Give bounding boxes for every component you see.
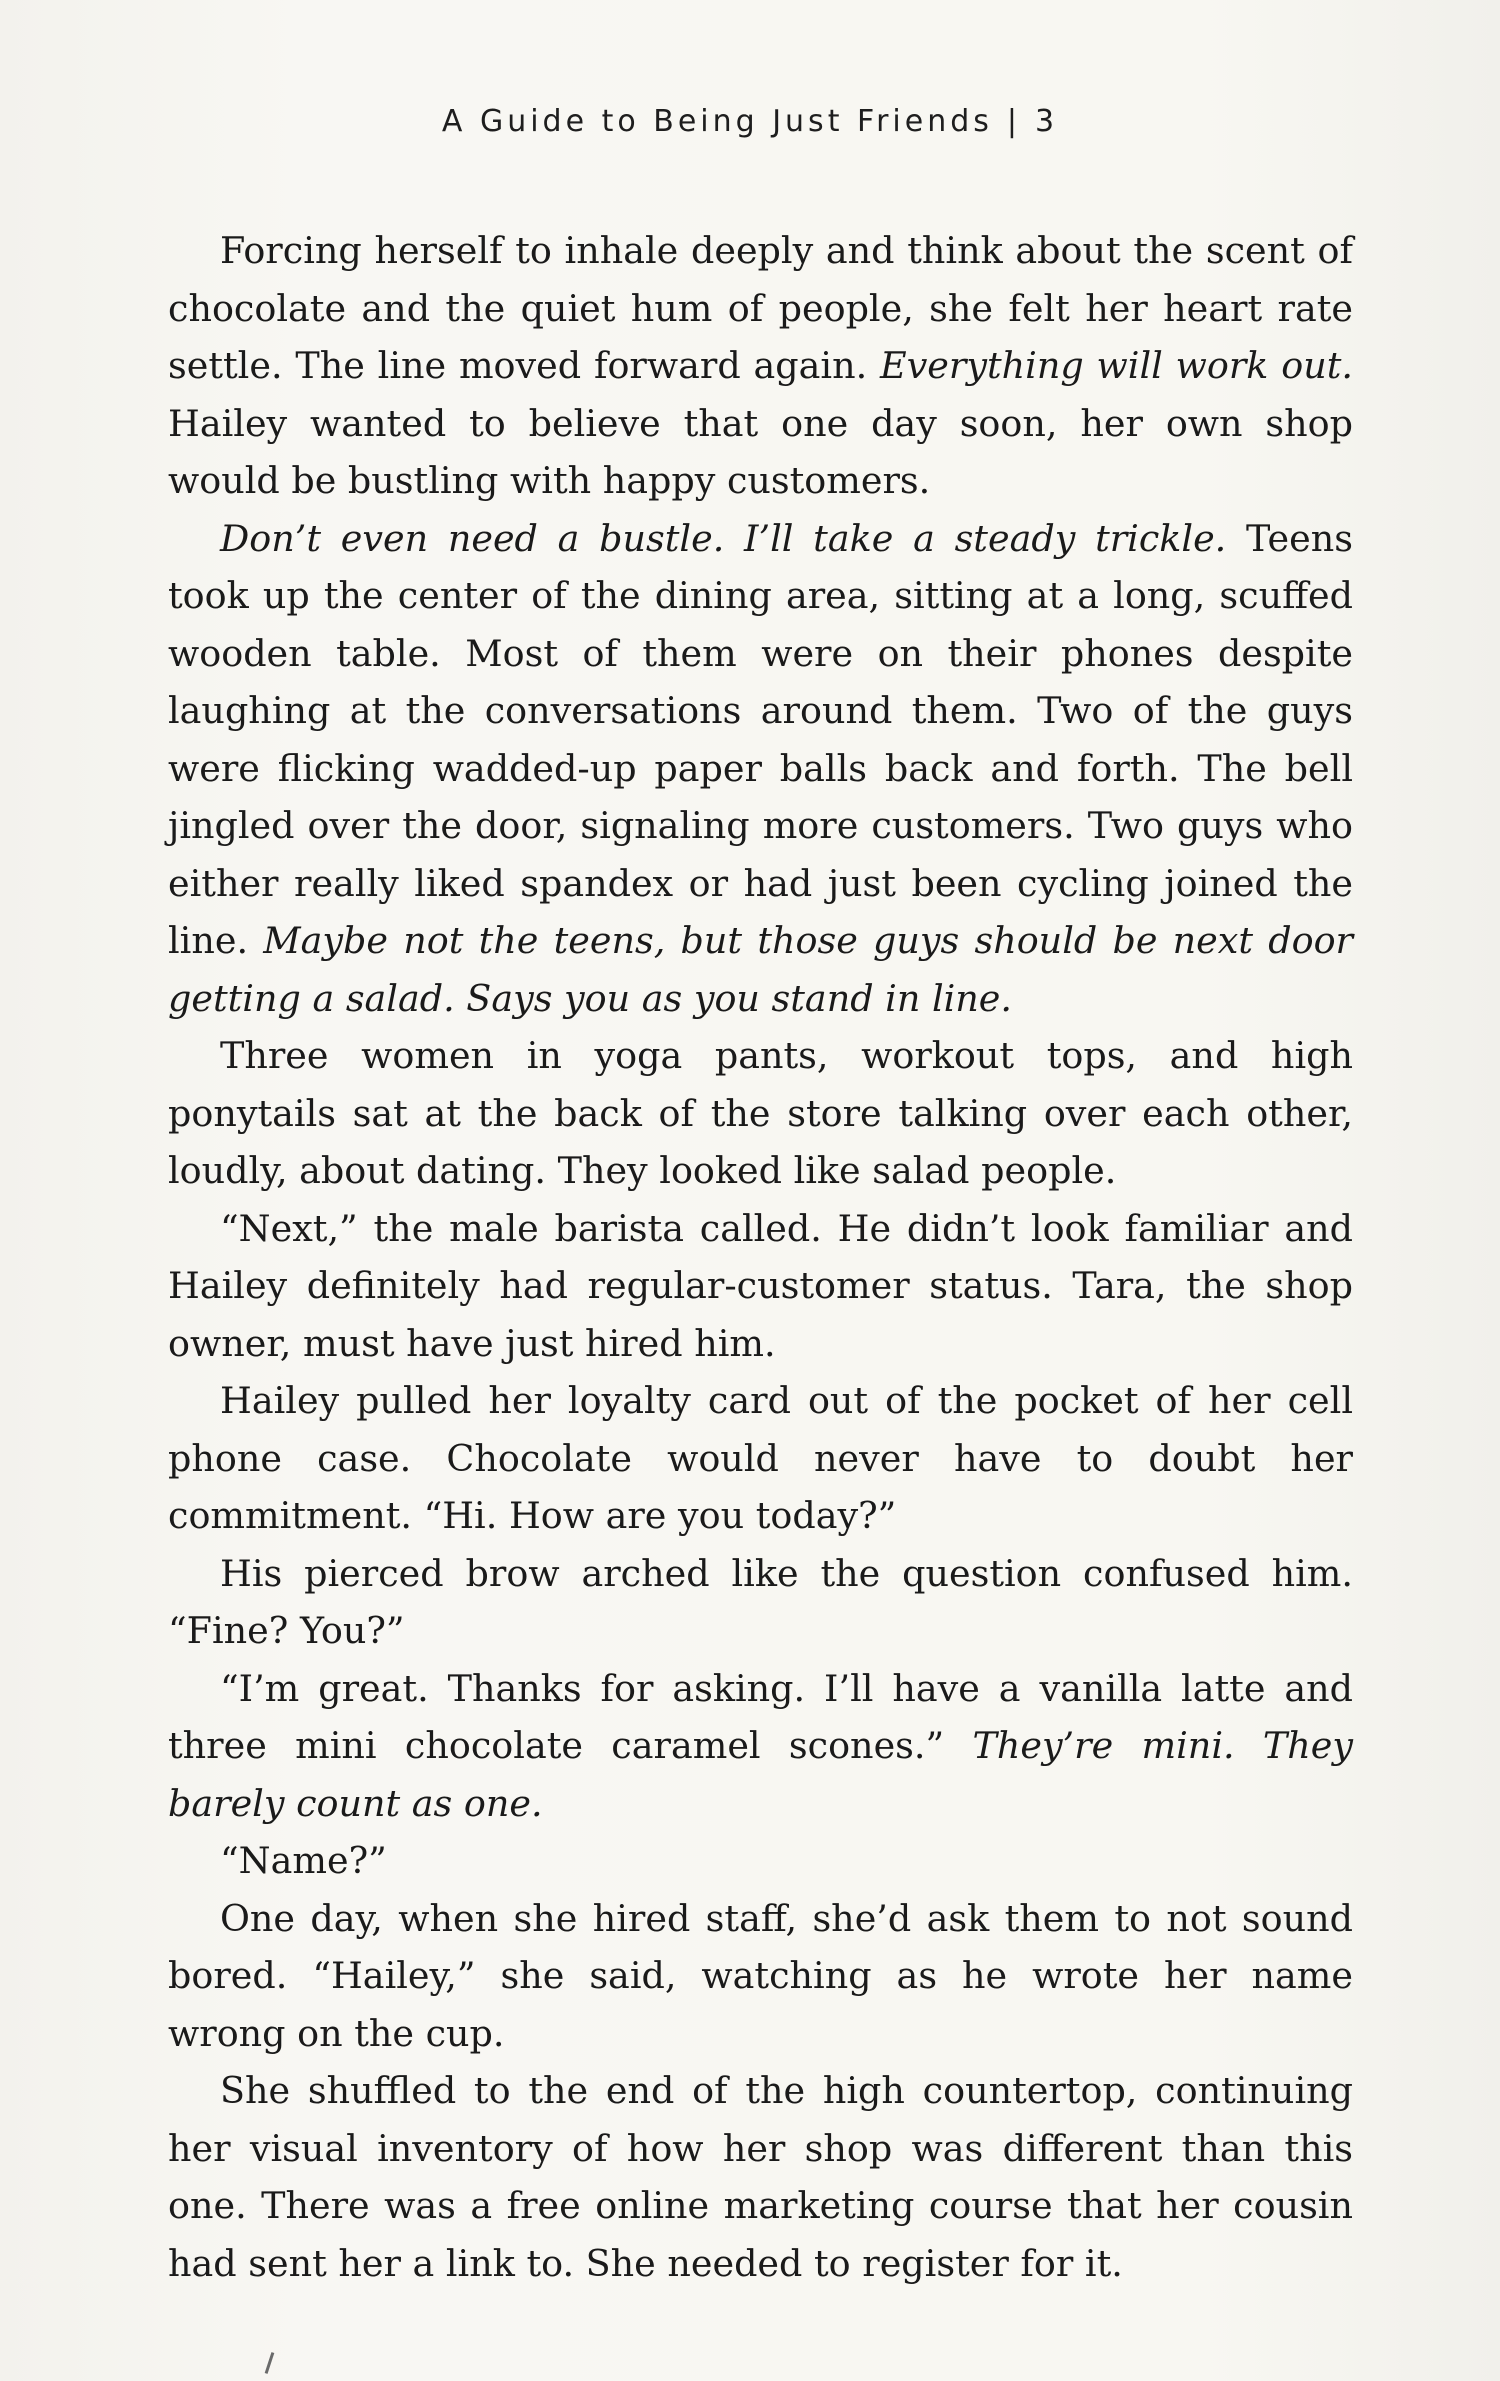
paragraph-text: “Name?” bbox=[220, 1839, 387, 1882]
paragraph-text: She shuffled to the end of the high countertop, continuing her visual inventory of how her shop was different than this one. There was a free online marketing course that her cousin had sent her a link to. She needed to register for it. bbox=[168, 2069, 1353, 2285]
header-separator: | bbox=[1006, 104, 1021, 139]
paragraph-text: Three women in yoga pants, workout tops, and high ponytails sat at the back of the store talking over each other, loudly, about dating. They looked like salad people. bbox=[168, 1034, 1353, 1192]
paragraph bbox=[168, 222, 1353, 510]
paragraph-text: Hailey pulled her loyalty card out of the pocket of her cell phone case. Chocolate would never have to doubt her commitment. “Hi. How are you today?” bbox=[168, 1379, 1353, 1537]
italic-thought: Don’t even need a bustle. I’ll take a steady trickle. bbox=[220, 516, 1227, 560]
paragraph bbox=[168, 1660, 1353, 1833]
paragraph bbox=[168, 1545, 1353, 1660]
italic-thought: Everything will work out. bbox=[880, 344, 1353, 387]
italic-thought: They’re mini. They barely count as one. bbox=[168, 1724, 1353, 1825]
paragraph bbox=[168, 2062, 1353, 2292]
book-title: A Guide to Being Just Friends bbox=[441, 104, 993, 139]
body-text bbox=[168, 222, 1353, 2292]
stray-pen-mark bbox=[265, 2352, 275, 2374]
italic-thought: Maybe not the teens, but those guys should be next door getting a salad. Says you as you stand in line. bbox=[168, 919, 1353, 1020]
paragraph-text: His pierced brow arched like the question confused him. “Fine? You?” bbox=[168, 1551, 1353, 1652]
paragraph-text: Forcing herself to inhale deeply and think about the scent of chocolate and the quiet hum of people, she felt her heart rate settle. The line moved forward again. bbox=[168, 229, 1353, 387]
page-number: 3 bbox=[1035, 104, 1059, 139]
paragraph bbox=[168, 1832, 1353, 1890]
paragraph bbox=[168, 1890, 1353, 2063]
paragraph-text: “I’m great. Thanks for asking. I’ll have a vanilla latte and three mini chocolate caramel scones.” bbox=[168, 1666, 1353, 1767]
paragraph-text: One day, when she hired staff, she’d ask them to not sound bored. “Hailey,” she said, watching as he wrote her name wrong on the cup. bbox=[168, 1896, 1353, 2055]
paragraph-text: Teens took up the center of the dining area, sitting at a long, scuffed wooden table. Most of them were on their phones despite laughing at the conversations around them. Two of the guys were flicking wadded-up paper balls back and forth. The bell jingled over the door, signaling more customers. Two guys who either really liked spandex or had just been cycling joined the line. bbox=[168, 516, 1353, 962]
paragraph-text: Hailey wanted to believe that one day soon, her own shop would be bustling with happy customers. bbox=[168, 401, 1353, 502]
paragraph bbox=[168, 1372, 1353, 1545]
running-header bbox=[0, 104, 1500, 139]
paragraph bbox=[168, 510, 1353, 1028]
paragraph bbox=[168, 1027, 1353, 1200]
paragraph bbox=[168, 1200, 1353, 1373]
paragraph-text: “Next,” the male barista called. He didn’t look familiar and Hailey definitely had regular-customer status. Tara, the shop owner, must have just hired him. bbox=[168, 1206, 1353, 1365]
